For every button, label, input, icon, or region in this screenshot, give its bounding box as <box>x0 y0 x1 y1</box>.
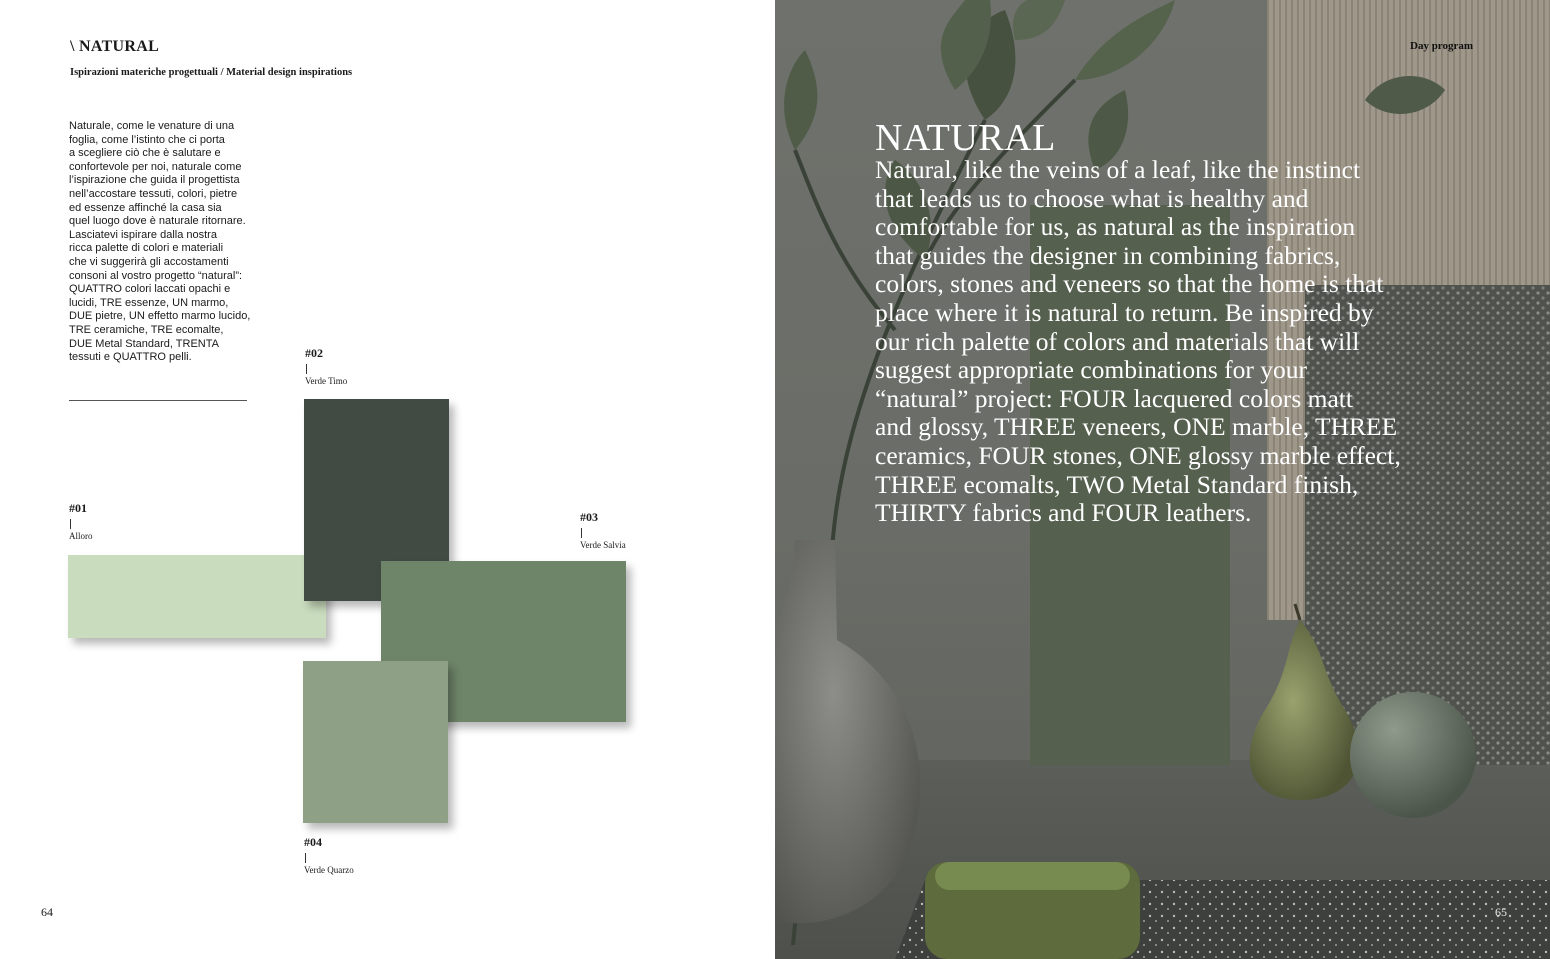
swatch-tick <box>306 364 307 374</box>
english-line: that leads us to choose what is healthy and <box>875 183 1309 213</box>
english-line: ceramics, FOUR stones, ONE glossy marble effect, <box>875 440 1401 470</box>
italian-line: foglia, come l’istinto che ci porta <box>69 133 225 146</box>
english-line: our rich palette of colors and materials that will <box>875 326 1360 356</box>
swatch-alloro <box>68 555 326 638</box>
english-line: Natural, like the veins of a leaf, like the instinct <box>875 155 1361 184</box>
italian-line: QUATTRO colori laccati opachi e <box>69 283 231 296</box>
swatch-number: #04 <box>304 835 322 849</box>
swatch-label-03 <box>580 510 626 550</box>
english-line: THIRTY fabrics and FOUR leathers. <box>875 498 1252 528</box>
italian-line: quel luogo dove è naturale ritornare. <box>69 215 246 228</box>
right-title: NATURAL <box>875 117 1056 159</box>
italian-line: DUE pietre, UN effetto marmo lucido, <box>69 310 251 323</box>
english-line: suggest appropriate combinations for your <box>875 355 1307 385</box>
swatch-tick <box>581 528 582 538</box>
swatch-name: Alloro <box>69 531 93 541</box>
italian-line: Lasciatevi ispirare dalla nostra <box>69 228 217 241</box>
right-page <box>775 0 1550 959</box>
italian-line: che vi suggerirà gli accostamenti <box>69 255 229 268</box>
english-line: “natural” project: FOUR lacquered colors matt <box>875 383 1353 413</box>
italian-line: TRE ceramiche, TRE ecomalte, <box>69 323 224 336</box>
italian-line: tessuti e QUATTRO pelli. <box>69 351 192 364</box>
english-line: comfortable for us, as natural as the inspiration <box>875 212 1356 242</box>
page-number-right: 65 <box>1495 905 1507 919</box>
divider-rule <box>69 400 247 401</box>
swatch-number: #01 <box>69 501 87 515</box>
swatch-number: #02 <box>305 346 323 360</box>
swatch-label-02 <box>305 346 347 386</box>
english-line: THREE ecomalts, TWO Metal Standard finish, <box>875 469 1359 499</box>
swatch-number: #03 <box>580 510 598 524</box>
italian-line: ricca palette di colori e materiali <box>69 242 224 255</box>
english-body-text <box>875 156 1465 528</box>
italian-line: a scegliere ciò che è salutare e <box>69 147 221 160</box>
swatch-label-01 <box>69 501 93 541</box>
page-number-left: 64 <box>41 905 53 919</box>
italian-line: Naturale, come le venature di una <box>69 120 235 132</box>
italian-line: lucidi, TRE essenze, UN marmo, <box>69 296 229 309</box>
swatch-tick <box>70 519 71 529</box>
page-subtitle: Ispirazioni materiche progettuali / Material design inspirations <box>70 67 353 78</box>
italian-line: consoni al vostro progetto “natural”: <box>69 269 243 282</box>
english-line: colors, stones and veneers so that the home is that <box>875 269 1384 299</box>
italian-line: confortevole per noi, naturale come <box>69 160 242 173</box>
swatch-name: Verde Quarzo <box>304 865 354 875</box>
section-header: Day program <box>1410 40 1474 52</box>
swatch-verde-quarzo <box>303 661 448 823</box>
swatch-name: Verde Salvia <box>580 540 626 550</box>
english-line: place where it is natural to return. Be inspired by <box>875 297 1374 327</box>
english-line: and glossy, THREE veneers, ONE marble, THREE <box>875 412 1398 442</box>
swatch-tick <box>305 853 306 863</box>
english-line: that guides the designer in combining fabrics, <box>875 240 1341 270</box>
italian-line: nell’accostare tessuti, colori, pietre <box>69 187 238 200</box>
italian-line: l’ispirazione che guida il progettista <box>69 174 240 187</box>
italian-line: DUE Metal Standard, TRENTA <box>69 337 219 350</box>
italian-body-text <box>69 120 254 365</box>
swatch-name: Verde Timo <box>305 376 348 386</box>
swatch-label-04 <box>304 835 354 875</box>
page-title: \ NATURAL <box>70 38 160 55</box>
italian-line: ed essenze affinché la casa sia <box>69 201 222 214</box>
